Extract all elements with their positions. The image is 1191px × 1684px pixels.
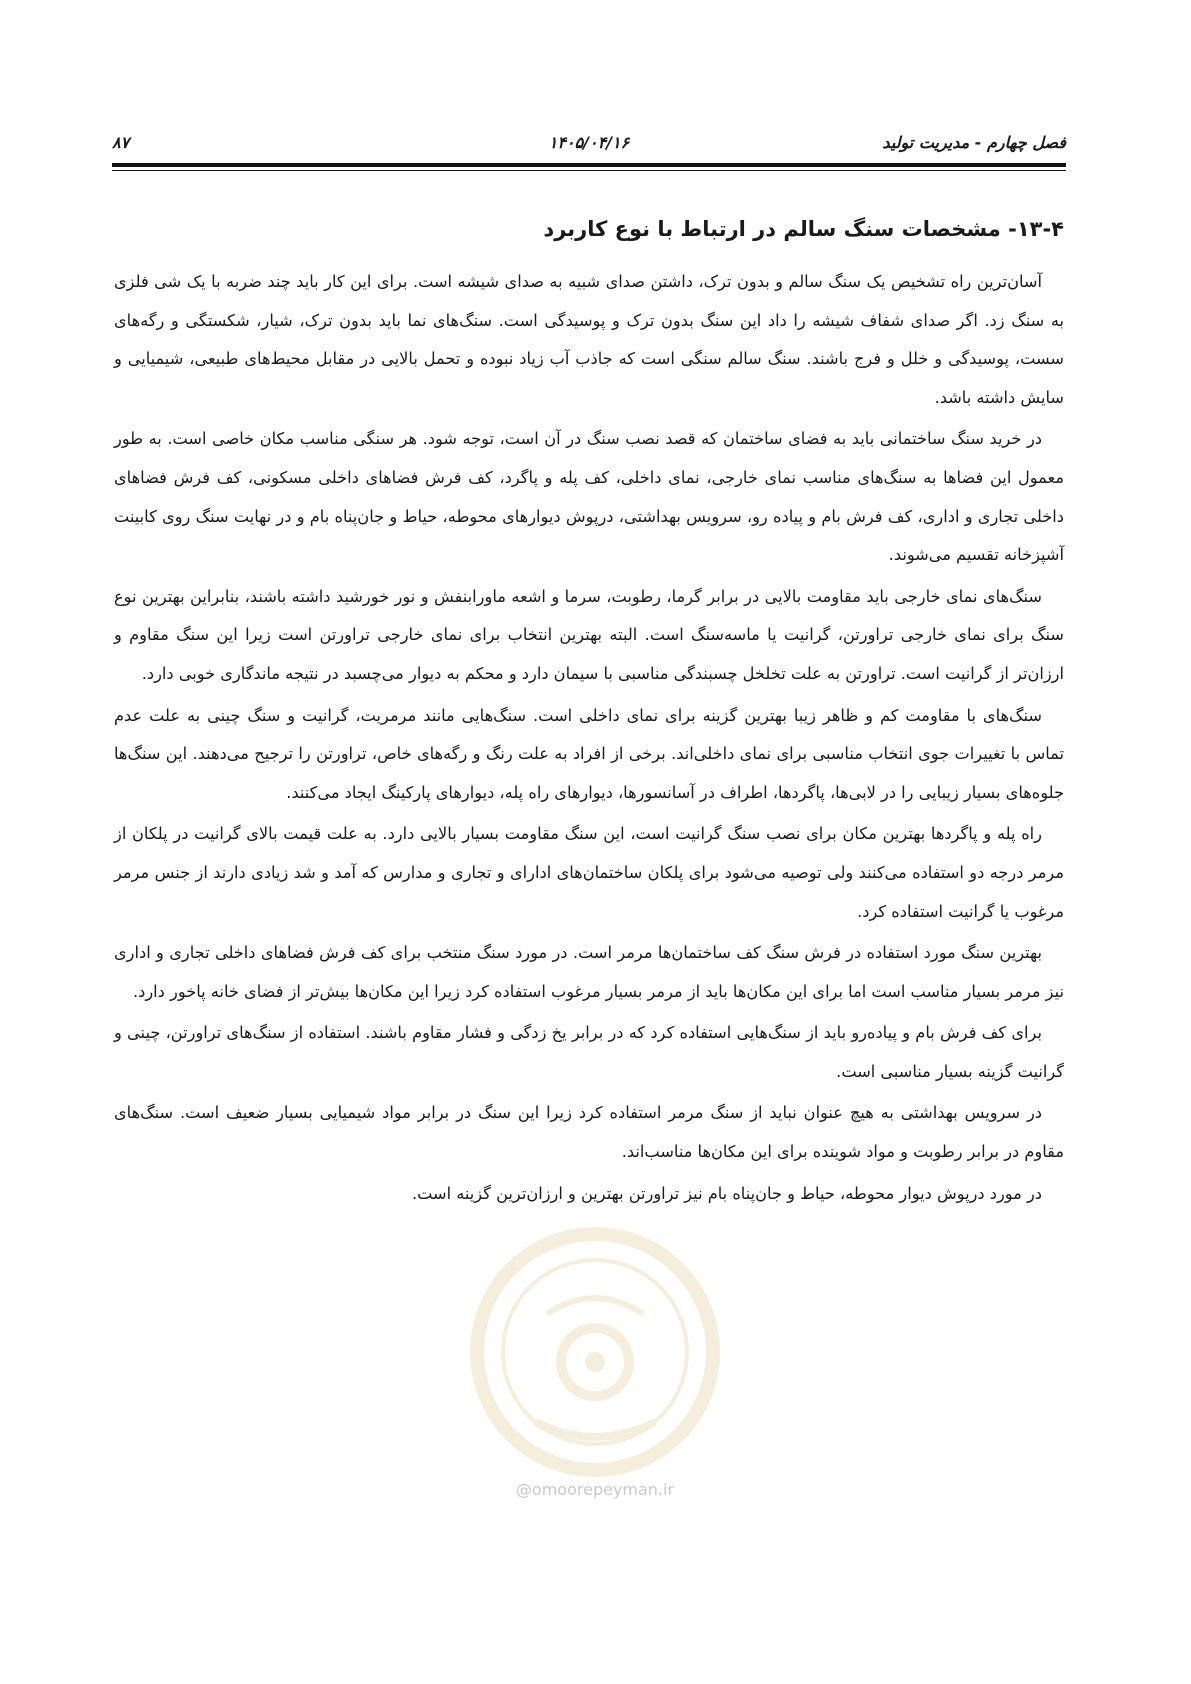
paragraph: آسان‌ترین راه تشخیص یک سنگ سالم و بدون ترک، داشتن صدای شبیه به صدای شیشه است. برای این کار باید چند ضربه با یک شی فلزی به سنگ زد. اگر صدای شفاف شیشه را داد این سنگ بدون ترک و پوسیدگی است. سنگ‌های نما باید بدون ترک، شیار، شکستگی و رگه‌های سست، پوسیدگی و خلل و فرج باشند. سنگ سالم سنگی است که جاذب آب زیاد نبوده و تحمل بالایی در مقابل محیط‌های طبیعی، شیمیایی و سایش داشته باشد. bbox=[114, 272, 1064, 407]
section-heading: ۱۳-۴- مشخصات سنگ سالم در ارتباط با نوع کاربرد bbox=[543, 217, 1064, 241]
watermark-text: @omoorepeyman.ir bbox=[515, 1480, 675, 1499]
paragraph: در سرویس بهداشتی به هیچ عنوان نباید از سنگ مرمر استفاده کرد زیرا این سنگ در برابر مواد شیمیایی بسیار ضعیف است. سنگ‌های مقاوم در برابر رطوبت و مواد شوینده برای این مکان‌ها مناسب‌اند. bbox=[114, 1103, 1064, 1162]
watermark-logo bbox=[465, 1222, 725, 1482]
paragraph: بهترین سنگ مورد استفاده در فرش سنگ کف ساختمان‌ها مرمر است. در مورد سنگ منتخب برای کف فرش فضاهای داخلی تجاری و اداری نیز مرمر بسیار مناسب است اما برای این مکان‌ها باید از مرمر بسیار مرغوب استفاده کرد زیرا این مکان‌ها بیش‌تر از فضای خانه پاخور دارد. bbox=[114, 943, 1064, 1001]
paragraph: سنگ‌های با مقاومت کم و ظاهر زیبا بهترین گزینه برای نمای داخلی است. سنگ‌هایی مانند مرمریت، گرانیت و سنگ چینی به علت عدم تماس با تغییرات جوی انتخاب مناسبی برای نمای داخلی‌اند. برخی از افراد به علت رنگ و رگه‌های خاص، تراورتن را ترجیح می‌دهند. این سنگ‌ها جلوه‌های بسیار زیبایی را در لابی‌ها، پاگردها، اطراف در آسانسورها، دیوارهای راه پله، دیوارهای پارکینگ ایجاد می‌کنند. bbox=[114, 705, 1064, 802]
header-rule-thin bbox=[112, 170, 1066, 171]
page-number: ۸۷ bbox=[112, 133, 130, 152]
paragraph: راه پله و پاگردها بهترین مکان برای نصب سنگ گرانیت است، این سنگ مقاومت بسیار بالایی دارد. به علت قیمت بالای گرانیت در پلکان از مرمر درجه دو استفاده می‌کنند ولی توصیه می‌شود برای پلکان ساختمان‌های ادارای و تجاری و مدارس که آمد و شد زیادی دارند از جنس مرمر مرغوب یا گرانیت استفاده کرد. bbox=[114, 824, 1064, 921]
paragraph: برای کف فرش بام و پیاده‌رو باید از سنگ‌هایی استفاده کرد که در برابر یخ زدگی و فشار مقاوم باشند. استفاده از سنگ‌های تراورتن، چینی و گرانیت گزینه بسیار مناسبی است. bbox=[114, 1023, 1064, 1081]
paragraph: در خرید سنگ ساختمانی باید به فضای ساختمان که قصد نصب سنگ در آن است، توجه شود. هر سنگی مناسب مکان خاصی است. به طور معمول این فضاها به سنگ‌های مناسب نمای خارجی، نمای داخلی، کف پله و پاگرد، کف فرش فضاهای داخلی مسکونی، کف فرش فضاهای داخلی تجاری و اداری، کف فرش بام و پیاده رو، سرویس بهداشتی، درپوش دیوارهای محوطه، حیاط و جان‌پناه بام و در نهایت سنگ روی کابینت آشپزخانه تقسیم می‌شوند. bbox=[114, 429, 1064, 565]
paragraph: در مورد درپوش دیوار محوطه، حیاط و جان‌پناه بام نیز تراورتن بهترین و ارزان‌ترین گزینه است. bbox=[411, 1183, 1042, 1203]
chapter-title: فصل چهارم - مدیریت تولید bbox=[882, 133, 1066, 152]
header-rule-thick bbox=[112, 163, 1066, 167]
header-date: ۱۴۰۵/۰۴/۱۶ bbox=[548, 133, 630, 152]
page-header bbox=[112, 126, 1066, 166]
paragraph: سنگ‌های نمای خارجی باید مقاومت بالایی در برابر گرما، رطوبت، سرما و اشعه ماورابنفش و نور خورشید داشته باشند، بنابراین بهترین نوع سنگ برای نمای خارجی تراورتن، گرانیت یا ماسه‌سنگ است. البته بهترین انتخاب برای نمای خارجی تراورتن است زیرا این سنگ مقاوم و ارزان‌تر از گرانیت است. تراورتن به علت تخلخل چسبندگی مناسبی با سیمان دارد و محکم به دیوار می‌چسبد در نتیجه ماندگاری خوبی دارد. bbox=[114, 586, 1064, 683]
document-body bbox=[114, 214, 1064, 1216]
